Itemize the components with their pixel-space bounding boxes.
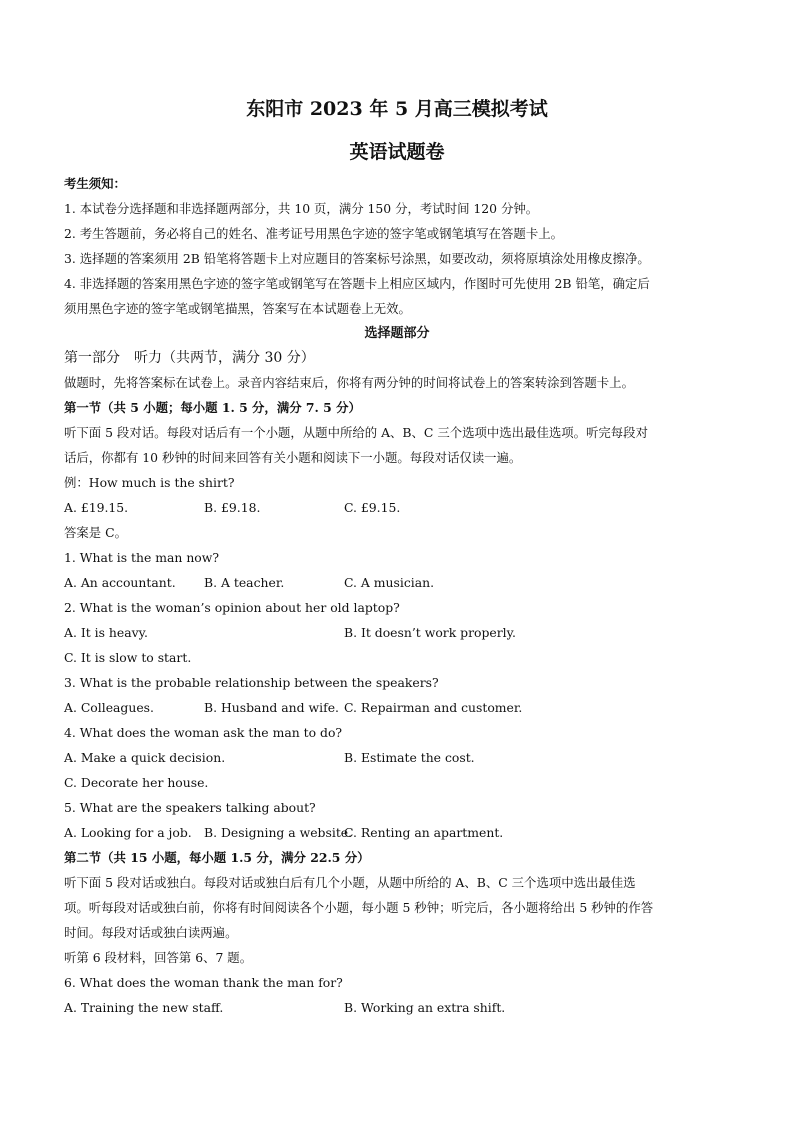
question-5-options (64, 824, 744, 842)
question-2: 2. What is the woman’s opinion about her old laptop? (64, 600, 400, 615)
section-heading: 选择题部分 (364, 326, 430, 341)
q2-option-b: B. It doesn’t work properly. (344, 625, 516, 640)
notice-item-4: 4. 非选择题的答案用黑色字迹的签字笔或钢笔写在答题卡上相应区域内，作图时可先使用 2B 铅笔，确定后 (64, 276, 650, 291)
q3-option-a: A. Colleagues. (64, 700, 154, 715)
sec1-instr-2: 话后，你都有 10 秒钟的时间来回答有关小题和阅读下一小题。每段对话仅读一遍。 (64, 450, 522, 465)
q1-option-a: A. An accountant. (64, 575, 176, 590)
exam-title: 东阳市 2023 年 5 月高三模拟考试 (246, 98, 548, 120)
sec2-instr-1: 听下面 5 段对话或独白。每段对话或独白后有几个小题，从题中所给的 A、B、C 三个选项中选出最佳选 (64, 875, 636, 890)
sec1-title: 第一节（共 5 小题；每小题 1. 5 分，满分 7. 5 分） (64, 400, 361, 415)
q1-option-c: C. A musician. (344, 575, 435, 590)
question-6-options (64, 999, 744, 1017)
exam-subtitle: 英语试题卷 (349, 141, 445, 163)
notice-item-2: 2. 考生答题前，务必将自己的姓名、准考证号用黑色字迹的签字笔或钢笔填写在答题卡上。 (64, 226, 563, 241)
notice-item-3: 3. 选择题的答案须用 2B 铅笔将答题卡上对应题目的答案标号涂黑，如要改动，须将原填涂处用橡皮擦净。 (64, 251, 650, 266)
question-4: 4. What does the woman ask the man to do? (64, 725, 343, 740)
part1-title: 第一部分 听力（共两节，满分 30 分） (64, 350, 315, 366)
q2-option-a: A. It is heavy. (64, 625, 148, 640)
question-3: 3. What is the probable relationship between the speakers? (64, 675, 439, 690)
notice-item-4-cont: 须用黑色字迹的签字笔或钢笔描黑，答案写在本试题卷上无效。 (64, 301, 411, 316)
sec2-instr-3: 时间。每段对话或独白读两遍。 (64, 925, 238, 940)
notice-heading: 考生须知： (64, 176, 126, 191)
q4-option-c: C. Decorate her house. (64, 775, 209, 790)
question-5: 5. What are the speakers talking about? (64, 800, 316, 815)
example-option-c: C. £9.15. (344, 500, 401, 515)
q6-option-a: A. Training the new staff. (64, 1000, 224, 1015)
q5-option-c: C. Renting an apartment. (344, 825, 504, 840)
sec1-instr-1: 听下面 5 段对话。每段对话后有一个小题，从题中所给的 A、B、C 三个选项中选出最佳选项。听完每段对 (64, 425, 648, 440)
q4-option-a: A. Make a quick decision. (64, 750, 226, 765)
question-4-options (64, 749, 744, 767)
question-1: 1. What is the man now? (64, 550, 220, 565)
question-1-options (64, 574, 744, 592)
question-6: 6. What does the woman thank the man for? (64, 975, 343, 990)
q5-option-a: A. Looking for a job. (64, 825, 192, 840)
notice-item-1: 1. 本试卷分选择题和非选择题两部分，共 10 页，满分 150 分，考试时间 120 分钟。 (64, 201, 539, 216)
passage-6-note: 听第 6 段材料，回答第 6、7 题。 (64, 950, 253, 965)
part1-intro: 做题时，先将答案标在试卷上。录音内容结束后，你将有两分钟的时间将试卷上的答案转涂到答题卡上。 (64, 375, 634, 390)
example-options (64, 499, 744, 517)
q3-option-c: C. Repairman and customer. (344, 700, 523, 715)
q2-option-c: C. It is slow to start. (64, 650, 192, 665)
example-question: 例：How much is the shirt? (64, 475, 235, 490)
q5-option-b: B. Designing a website. (204, 825, 353, 840)
sec2-instr-2: 项。听每段对话或独白前，你将有时间阅读各个小题，每小题 5 秒钟；听完后，各小题将给出 5 秒钟的作答 (64, 900, 654, 915)
example-answer: 答案是 C。 (64, 525, 127, 540)
q1-option-b: B. A teacher. (204, 575, 285, 590)
example-option-a: A. £19.15. (64, 500, 129, 515)
example-option-b: B. £9.18. (204, 500, 261, 515)
question-3-options (64, 699, 744, 717)
q3-option-b: B. Husband and wife. (204, 700, 339, 715)
q6-option-b: B. Working an extra shift. (344, 1000, 506, 1015)
q4-option-b: B. Estimate the cost. (344, 750, 475, 765)
sec2-title: 第二节（共 15 小题，每小题 1.5 分，满分 22.5 分） (64, 850, 370, 865)
question-2-options (64, 624, 744, 642)
